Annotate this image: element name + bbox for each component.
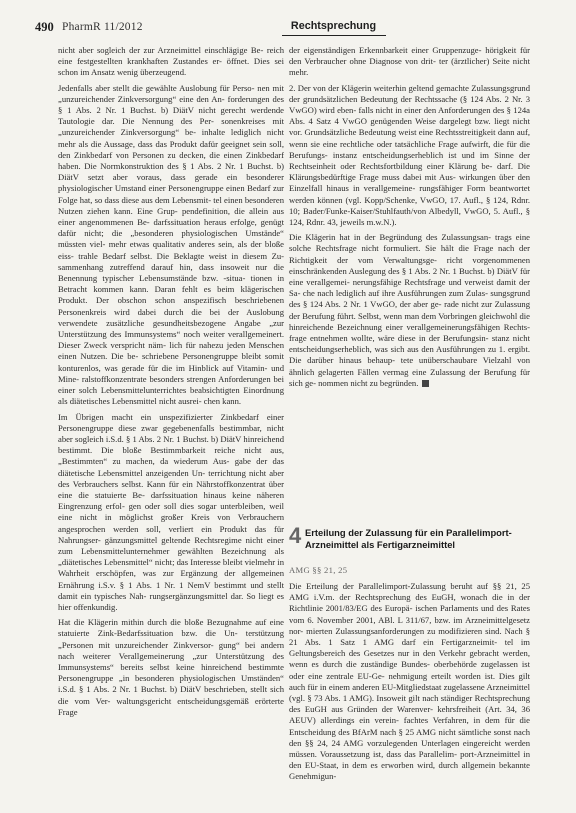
paragraph-final xyxy=(289,232,530,389)
article-number: 4 xyxy=(289,523,302,548)
paragraph: Hat die Klägerin mithin durch die bloße Bezugnahme auf eine statuierte Zink-Bedarfssituation bzw. die Un- terstützung „Personen mit unzureichender Zinkversor- gung“ bei andern nach weiterer Verallgemeinerung „zur Unterstützung des Immunsystems“ bereits selbst keine hinreichend bestimmte Personengruppe „in besonderen physiologischen Umständen“ i.S.d. § 1 Abs. 2 Nr. 1 Buchst. b) DiätV beschrieben, stellt sich die vom Ver- waltungsgericht entscheidungsgemäß erörterte Frage xyxy=(58,617,284,717)
page-number: 490 xyxy=(35,20,54,34)
end-of-article-square xyxy=(422,380,429,387)
journal-citation: PharmR 11/2012 xyxy=(62,21,143,33)
paragraph-text: Die Klägerin hat in der Begründung des Zulassungsan- trags eine solche Rechtsfrage nicht formuliert. Sie hält die Frage nach der Richtigkeit der vom Verwaltungsge- richt vorgenommenen einschränkenden Auslegung des § 1 Abs. 2 Nr. 1 Buchst. b) DiätV für eine verallgemei- nerungsfähige Rechtsfrage und verweist damit der Sa- che nach lediglich auf ihre Ausführungen zum Zulas- sungsgrund des § 124 Abs. 2 Nr. 1 VwGO, der aber ge- rade nicht zur Zulassung der Berufung führt. Selbst, wenn man dem Vorbringen gleichwohl die hinreichende Bezeichnung einer verallgemeinerungsfähigen Rechts- frage entnehmen wollte, wäre diese in der Berufungsin- stanz nicht entscheidungserheblich, was sich aus den Ausführungen zu 1. ergibt. Die darüber hinaus behaup- tete unüberschaubare Vielzahl von ähnlich gelagerten Fällen vermag eine Zulassung der Berufung für sich ge- nommen nicht zu begründen. xyxy=(289,232,530,388)
paragraph: Im Übrigen macht ein unspezifizierter Zinkbedarf einer Personengruppe diese zwar gegebenenfalls bestimmbar, nicht aber sogleich i.S.d. § 1 Abs. 2 Nr. 1 Buchst. b) DiätV hinreichend bestimmt. Die bloße Bestimmbarkeit reiche nicht aus, „Bestimmten“ zu machen, da wiederum Aus- gabe der das diätetische Lebensmittel anzeigenden Un- terrichtung nicht aber des Verbrauchers selbst. Kann für ein Nährstoffkonzentrat über eine die statuierte Be- darfssituation hinaus keine näheren Eingrenzung erfol- gen oder soll dies sogar unterbleiben, weil eine nicht in möglichst großer Kreis von Verbrauchern angesprochen werden soll, verliert ein Produkt das für Nahrungser- gänzungsmittel geltende Rechtsregime nicht einer zum Lebensmittelunternehmer gewählten Bezeichnung als „diätetisches Lebensmittel“ nicht; das Interesse bleibt vielmehr in Wahrheit erschöpfen, was zur Ergänzung der allgemeinen Ernährung i.S.v. § 1 Abs. 1 Nr. 1 NemV bestimmt und stellt damit ein typisches Nah- rungsergänzungsmittel dar. So liegt es hier offenkundig. xyxy=(58,411,284,612)
left-column xyxy=(58,45,284,718)
paragraph: nicht aber sogleich der zur Arzneimittel einschlägige Be- reich eine festgestellten krankhaften Zustandes er- öffnet. Dies sei schon im Ansatz wenig überzeugend. xyxy=(58,45,284,78)
article-title: Erteilung der Zulassung für ein Parallelimport-Arzneimittel als Fertigarzneimittel xyxy=(305,527,512,550)
paragraph: 2. Der von der Klägerin weiterhin geltend gemachte Zulassungsgrund der grundsätzlichen Bedeutung der Rechtssache (§ 124 Abs. 2 Nr. 3 VwGO) wird eben- falls nicht in einer den Anforderungen des § 124a Abs. 4 Satz 4 VwGO genügenden Weise dargelegt bzw. liegt nicht vor. Grundsätzliche Bedeutung weist eine Rechtsstreitigkeit dann auf, wenn sie eine rechtliche oder tatsächliche Frage aufwirft, die für die Berufungs- instanz entscheidungserheblich ist und im Sinne der Rechtseinheit oder Rechtsfortbildung einer Klärung be- darf. Die Klärungsbedürftige Frage muss dabei mit Aus- wirkungen über den Einzelfall hinaus in verallgemeine- rungsfähiger Form beantwortet werden können (vgl. Kopp/Schenke, VwGO, 17. Aufl., § 124, Rdnr. 10; Bader/Funke-Kaiser/Stuhlfauth/von Albedyll, VwGO, 5. Aufl., § 124, Rdnr. 43, jeweils m.w.N.). xyxy=(289,82,530,228)
paragraph: Die Erteilung der Parallelimport-Zulassung beruht auf §§ 21, 25 AMG i.V.m. der Rechtsprechung des EuGH, wonach die in der Richtlinie 2001/83/EG des Europä- ischen Parlaments und des Rates vom 6. November 2001, ABl. L 311/67, bzw. im Arzneimittelgesetz nor- mierten Zulassungsanforderungen zu modifizieren sind. Nach § 21 Abs. 1 Satz 1 AMG darf ein Fertigarzneimit- tel im Geltungsbereich des Gesetzes nur in den Verkehr gebracht werden, wenn es durch die zuständige Bundes- oberbehörde zugelassen ist oder eine zentrale EU-Ge- nehmigung erteilt worden ist. Dies gilt auch für in einem anderen EU-Mitgliedstaat zugelassene Arzneimittel (vgl. § 73 Abs. 1 AMG). Insoweit gilt nach ständiger Rechtsprechung des EuGH aus Gründen der Warenver- kehrsfreiheit (Art. 34, 36 AEUV) allerdings ein verein- fachtes Verfahren, in dem für die Entscheidung des BfArM nach § 25 AMG nicht sämtliche sonst nach den §§ 24, 24 AMG vorzulegenden Unterlagen eingereicht werden müssen. Voraussetzung ist, dass das Parallelim- port-Arzneimittel in den EU-Staat, in dem es erworben wird, durch allgemein bekannte Genehmigun- xyxy=(289,581,530,782)
article-reference: AMG §§ 21, 25 xyxy=(289,565,348,575)
section-underline xyxy=(282,35,386,36)
page-header xyxy=(35,18,547,38)
article-heading xyxy=(289,523,530,557)
article-4 xyxy=(289,523,530,783)
section-title: Rechtsprechung xyxy=(290,20,377,32)
paragraph: der eigenständigen Erkennbarkeit einer Gruppenzuge- hörigkeit für den Verbraucher ohne Diagnose von drit- ter (ärztlicher) Seite nicht mehr. xyxy=(289,45,530,78)
paragraph: Jedenfalls aber stellt die gewählte Auslobung für Perso- nen mit „unzureichender Zinkversorgung“ eine den An- forderungen des § 1 Abs. 2 Nr. 1 Buchst. b) DiätV nicht gerecht werdende Tautologie dar. Die Nennung des Per- sonenkreises mit „unzureichender Zinkversorgung“ be- inhalte lediglich nicht mehr als die Aussage, dass das Produkt dafür geeignet sein soll, den Zinkbedarf von Personen zu decken, die einen Zinkbedarf haben. Die Normkonstruktion des § 1 Abs. 2 Nr. 1 Buchst. b) DiätV setzt aber voraus, dass gerade ein besonderer physiologischer Umstand einer Personengruppe einen Bedarf zur Folge hat, so dass diese aus dem Lebensmit- tel einen besonderen Nutzen ziehen kann. Eine Grup- pendefinition, die allein aus einer angenommenen Be- darfssituation heraus erfolge, genügt dafür nicht; die „besonderen physiologischen Umstände“ müssten viel- mehr etwas qualitativ anderes sein, als der bloße eiss- trahle Bedarf selbst. Die Beklagte weist in diesem Zu- sammenhang zutreffend darauf hin, dass insoweit nur die Benennung typischer Lebensumstände bzw. -situa- tionen in Betracht kommen kann. Daran fehlt es beim klägerischen Produkt. Der obschon schon anspezifisch beschriebenen Personenkreis wird dabei durch die bei der Auslobung verwendete zusätzliche gesundheitsbezogene Angabe „zur Unterstützung des Immunsystems“ noch weiter verallgemeinert. Dieser Zweck verspricht näm- lich für nahezu jeden Menschen einen Nutzen. Die be- schriebene Personengruppe bleibt somit konturenlos, was gerade für die im Hinblick auf Vitamin- und Mine- ralstoffkonzentrate besonders strengen Anforderungen bei einer solch Lebensmittelunterrichtes beabsichtigten Einordnung als diätetisches Lebensmittel nicht ausrei- chen kann. xyxy=(58,82,284,407)
right-column xyxy=(289,45,530,389)
